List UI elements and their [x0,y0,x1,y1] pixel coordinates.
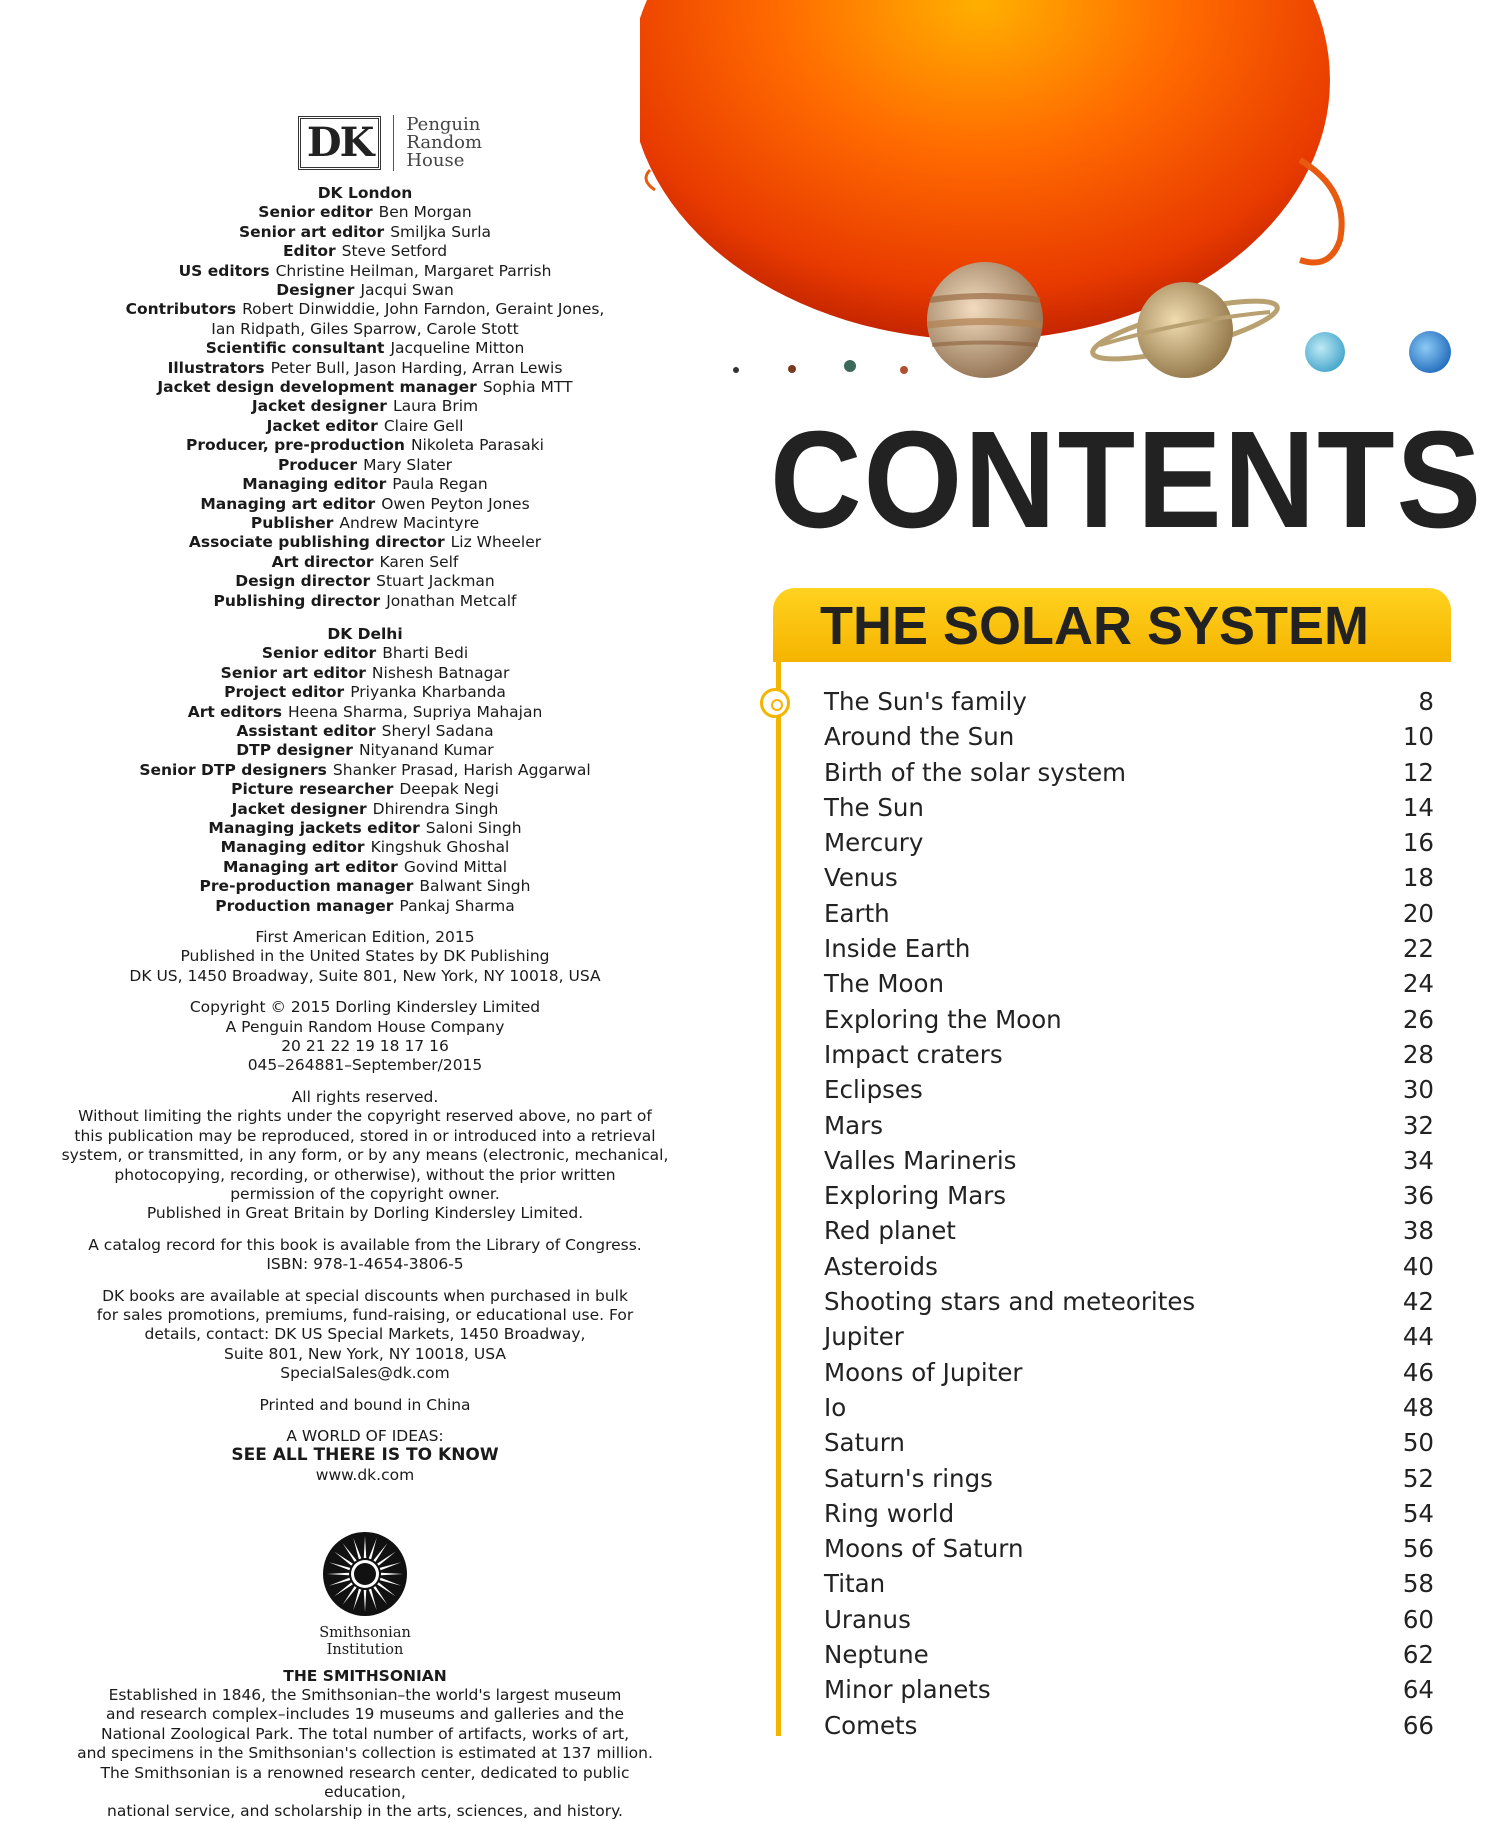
toc-page-number: 64 [1402,1675,1434,1705]
credit-name: Pankaj Sharma [399,896,515,915]
credit-line [60,397,670,416]
toc-entry-title: Ring world [824,1498,955,1528]
credit-role: Producer, pre-production [186,436,405,455]
toc-page-number: 52 [1402,1463,1434,1493]
credit-line [60,703,670,722]
credit-role: Designer [276,281,355,300]
sales-email: SpecialSales@dk.com [280,1364,450,1383]
toc-entry-title: Moons of Jupiter [824,1357,1023,1387]
credit-line [60,800,670,819]
toc-entry-title: Asteroids [824,1251,938,1281]
credit-name: Claire Gell [383,416,464,435]
rights-notice: All rights reserved. Without limiting the rights under the copyright reserved above, no part of this publication may be reproduced, stored in or introduced into a retrieval system, or transmitted, in any form, or by any means (electronic, mechanical, photocopying, recording, or otherwise), without the prior written permission of the copyright owner. Published in Great Britain by Dorling Kindersley Limited. [61,1087,669,1223]
credit-name: Jonathan Metcalf [386,591,517,610]
credit-name: Priyanka Kharbanda [350,683,506,702]
toc-entry[interactable] [824,684,1434,719]
toc-page-number: 34 [1402,1145,1434,1175]
dk-delhi-credits [60,644,670,916]
credit-role: Project editor [224,683,345,702]
toc-entry[interactable] [824,1002,1434,1037]
credit-name: Peter Bull, Jason Harding, Arran Lewis [270,358,563,377]
toc-entry-title: Mercury [824,828,924,858]
toc-entry-title: Minor planets [824,1675,991,1705]
dk-logo: DK [298,116,381,170]
toc-page-number: 18 [1402,863,1434,893]
toc-entry-title: Mars [824,1110,883,1140]
credit-line [60,203,670,222]
toc-page-number: 66 [1402,1710,1434,1740]
toc-entry-title: Moons of Saturn [824,1534,1024,1564]
sun-and-planets-illustration [640,0,1500,400]
tagline: A WORLD OF IDEAS: SEE ALL THERE IS TO KNOW www.dk.com [60,1427,670,1485]
toc-entry[interactable] [824,790,1434,825]
credit-name: Jacqueline Mitton [390,339,525,358]
website-link[interactable]: www.dk.com [315,1465,415,1484]
publisher-logos [110,110,670,176]
credit-role: Design director [235,572,371,591]
credit-role: Assistant editor [236,721,376,740]
credit-role: Senior editor [258,203,373,222]
jupiter-image [927,262,1043,378]
toc-page-number: 48 [1402,1392,1434,1422]
toc-entry[interactable] [824,860,1434,895]
toc-entry[interactable] [824,1355,1434,1390]
penguin-random-house-logo: Penguin Random House [406,114,483,171]
credit-role: Managing editor [220,838,365,857]
credit-role: Publisher [250,513,334,532]
credit-name: Kingshuk Ghoshal [370,838,510,857]
credit-line [60,300,670,319]
toc-entry-title: Uranus [824,1604,911,1634]
credit-line [60,838,670,857]
credit-line [60,644,670,663]
toc-entry[interactable] [824,1072,1434,1107]
toc-entry[interactable] [824,931,1434,966]
credit-name: Dhirendra Singh [372,799,499,818]
credit-role: Scientific consultant [205,339,385,358]
credit-role: Producer [277,455,358,474]
toc-entry[interactable] [824,1108,1434,1143]
credit-line [60,664,670,683]
toc-entry-title: Birth of the solar system [824,757,1127,787]
toc-entry[interactable] [824,1037,1434,1072]
printed-in: Printed and bound in China [259,1395,471,1414]
credit-role: Jacket design development manager [157,378,477,397]
table-of-contents [824,684,1434,1743]
toc-page-number: 28 [1402,1039,1434,1069]
toc-entry-title: Shooting stars and meteorites [824,1287,1196,1317]
credit-line [60,897,670,916]
toc-entry[interactable] [824,1496,1434,1531]
credit-name: Liz Wheeler [450,533,542,552]
toc-page-number: 36 [1402,1181,1434,1211]
credit-line [60,553,670,572]
toc-page-number: 62 [1402,1640,1434,1670]
credit-role: DTP designer [236,741,353,760]
credit-role: Picture researcher [231,780,394,799]
toc-page-number: 40 [1402,1251,1434,1281]
credit-name: Sophia MTT [482,378,573,397]
credit-role: Senior DTP designers [139,760,327,779]
timeline-line [776,662,781,1736]
toc-entry-title: Jupiter [824,1322,904,1352]
credit-role: Illustrators [167,358,265,377]
toc-entry-title: Venus [824,863,898,893]
toc-entry[interactable] [824,1708,1434,1743]
logo-divider [393,115,394,171]
imprint-column [60,110,670,1822]
credit-name: Ian Ridpath, Giles Sparrow, Carole Stott [211,319,519,338]
uranus-image [1305,332,1345,372]
dk-london-heading: DK London [317,184,413,202]
toc-page-number: 38 [1402,1216,1434,1246]
toc-page-number: 58 [1402,1569,1434,1599]
credit-role: Managing art editor [222,857,398,876]
toc-entry[interactable] [824,1672,1434,1707]
credit-name: Sheryl Sadana [381,721,494,740]
toc-entry-title: Around the Sun [824,722,1015,752]
toc-entry-title: Exploring Mars [824,1181,1007,1211]
toc-entry[interactable] [824,1566,1434,1601]
credit-line [60,262,670,281]
toc-entry-title: Inside Earth [824,934,971,964]
credit-line [60,320,670,339]
mars-image [900,366,908,374]
toc-entry-title: Titan [824,1569,886,1599]
credit-role: Jacket designer [251,397,387,416]
special-sales: DK books are available at special discounts when purchased in bulk for sales promotions, premiums, fund-raising, or educational use. For details, contact: DK US Special Markets, 1450 Broadway, Suite 801, New York, NY 10018, USA SpecialSales@dk.com [60,1287,670,1384]
toc-entry[interactable] [824,1143,1434,1178]
toc-entry-title: Saturn's rings [824,1463,993,1493]
smithsonian-sun-logo [320,1529,410,1619]
credit-line [60,514,670,533]
credit-line [60,378,670,397]
credit-name: Karen Self [379,552,459,571]
credit-role: Art director [271,552,374,571]
section-title: THE SOLAR SYSTEM [820,596,1370,656]
toc-entry[interactable] [824,1319,1434,1354]
credit-line [60,223,670,242]
toc-page-number: 32 [1402,1110,1434,1140]
toc-entry[interactable] [824,1284,1434,1319]
toc-page-number: 44 [1402,1322,1434,1352]
credit-role: US editors [178,261,270,280]
toc-entry[interactable] [824,896,1434,931]
credit-name: Govind Mittal [403,857,508,876]
credit-role: Editor [282,242,336,261]
toc-page-number: 20 [1402,898,1434,928]
toc-entry[interactable] [824,719,1434,754]
toc-entry[interactable] [824,1461,1434,1496]
toc-page-number: 42 [1402,1287,1434,1317]
smithsonian-description: Established in 1846, the Smithsonian–the world's largest museum and research complex–includes 19 museums and galleries and the National Zoological Park. The total number of artifacts, works of art, and specimens in the Smithsonian's collection is estimated at 137 million. The Smithsonian is a renowned research center, dedicated to public education, national service, and scholarship in the arts, sciences, and history. [77,1686,653,1821]
credit-line [60,436,670,455]
toc-page-number: 14 [1402,792,1434,822]
earth-image [844,360,856,372]
dk-london-credits [60,203,670,611]
venus-image [788,365,796,373]
credit-name: Balwant Singh [419,877,531,896]
toc-page-number: 30 [1402,1075,1434,1105]
credit-name: Laura Brim [392,397,479,416]
toc-page-number: 50 [1402,1428,1434,1458]
dk-delhi-heading: DK Delhi [327,624,403,643]
toc-entry-title: Saturn [824,1428,905,1458]
credit-name: Ben Morgan [378,203,472,222]
credit-line [60,877,670,896]
credit-role: Jacket designer [231,799,367,818]
toc-page-number: 12 [1402,757,1434,787]
credit-line [60,495,670,514]
credit-name: Owen Peyton Jones [381,494,530,513]
credit-name: Smiljka Surla [390,222,492,241]
credit-line [60,761,670,780]
credit-name: Saloni Singh [425,819,522,837]
credit-name: Nityanand Kumar [358,741,494,760]
credit-line [60,475,670,494]
toc-entry-title: Neptune [824,1640,929,1670]
credit-line [60,780,670,799]
contents-heading: CONTENTS [770,403,1483,557]
solar-prominence [1300,160,1342,263]
smithsonian-heading: THE SMITHSONIAN [283,1666,447,1685]
toc-entry[interactable] [824,825,1434,860]
mercury-image [733,367,739,373]
toc-page-number: 56 [1402,1534,1434,1564]
credit-line [60,417,670,436]
credit-line [60,281,670,300]
credit-name: Andrew Macintyre [339,513,480,532]
credit-role: Jacket editor [266,416,378,435]
toc-entry-title: The Sun's family [824,687,1027,716]
toc-page-number: 24 [1402,969,1434,999]
toc-page-number: 22 [1402,934,1434,964]
credit-line [60,722,670,741]
credit-line [60,456,670,475]
credit-name: Nikoleta Parasaki [410,436,544,455]
credit-name: Nishesh Batnagar [371,663,510,682]
credit-line [60,592,670,611]
toc-entry-title: The Moon [824,969,944,999]
neptune-image [1409,331,1451,373]
toc-page-number: 60 [1402,1604,1434,1634]
toc-page-number: 8 [1418,687,1434,716]
credit-name: Deepak Negi [399,780,499,799]
credit-role: Associate publishing director [188,533,445,552]
copyright-info: Copyright © 2015 Dorling Kindersley Limited A Penguin Random House Company 20 21 22 19 18 17 16 045–264881–September/2015 [189,998,541,1075]
credit-line [60,533,670,552]
toc-entry[interactable] [824,755,1434,790]
toc-page-number: 46 [1402,1357,1434,1387]
toc-entry[interactable] [824,1178,1434,1213]
toc-entry[interactable] [824,1425,1434,1460]
credit-name: Christine Heilman, Margaret Parrish [275,261,552,280]
credit-role: Production manager [215,896,394,915]
catalog-record: A catalog record for this book is available from the Library of Congress. ISBN: 978-1-4654-3806-5 [88,1235,642,1274]
credit-line [60,572,670,591]
credit-role: Senior art editor [220,663,366,682]
toc-entry[interactable] [824,1390,1434,1425]
credit-line [60,339,670,358]
credit-role: Publishing director [213,591,381,610]
credit-name: Shanker Prasad, Harish Aggarwal [332,760,591,779]
toc-entry[interactable] [824,1637,1434,1672]
credit-name: Paula Regan [392,475,488,494]
toc-entry-title: Eclipses [824,1075,923,1105]
toc-page-number: 54 [1402,1498,1434,1528]
credit-role: Senior art editor [238,222,385,241]
toc-entry[interactable] [824,1602,1434,1637]
credit-role: Contributors [125,300,237,319]
toc-entry[interactable] [824,1213,1434,1248]
credit-role: Senior editor [261,644,377,663]
credit-name: Jacqui Swan [360,281,454,300]
toc-page-number: 16 [1402,828,1434,858]
toc-entry-title: Valles Marineris [824,1145,1017,1175]
credit-name: Stuart Jackman [376,572,495,591]
toc-entry-title: Red planet [824,1216,956,1246]
credit-name: Robert Dinwiddie, John Farndon, Geraint Jones, [242,300,605,319]
edition-info: First American Edition, 2015 Published in the United States by DK Publishing DK US, 1450 Broadway, Suite 801, New York, NY 10018, USA [129,928,601,985]
toc-entry-title: Comets [824,1710,918,1740]
toc-entry-title: Exploring the Moon [824,1004,1062,1034]
credit-name: Bharti Bedi [382,644,469,663]
credit-name: Steve Setford [341,242,448,261]
timeline-marker-icon [760,688,790,718]
credit-role: Pre-production manager [199,877,414,896]
credit-line [60,242,670,261]
credit-line [60,819,670,838]
toc-entry-title: Io [824,1392,847,1422]
credit-name: Heena Sharma, Supriya Mahajan [288,702,543,721]
credit-line [60,359,670,378]
credit-role: Art editors [187,702,282,721]
toc-entry-title: The Sun [824,792,924,822]
smithsonian-logo-text: Smithsonian Institution [319,1624,411,1658]
toc-page-number: 10 [1402,722,1434,752]
toc-page-number: 26 [1402,1004,1434,1034]
credit-role: Managing art editor [200,494,376,513]
toc-entry-title: Impact craters [824,1039,1003,1069]
credit-name: Mary Slater [363,455,453,474]
credit-role: Managing jackets editor [208,819,420,837]
toc-entry[interactable] [824,1531,1434,1566]
toc-entry-title: Earth [824,898,890,928]
credit-line [60,741,670,760]
credit-line [60,858,670,877]
credit-role: Managing editor [242,475,387,494]
credit-line [60,683,670,702]
toc-entry[interactable] [824,1249,1434,1284]
toc-entry[interactable] [824,966,1434,1001]
